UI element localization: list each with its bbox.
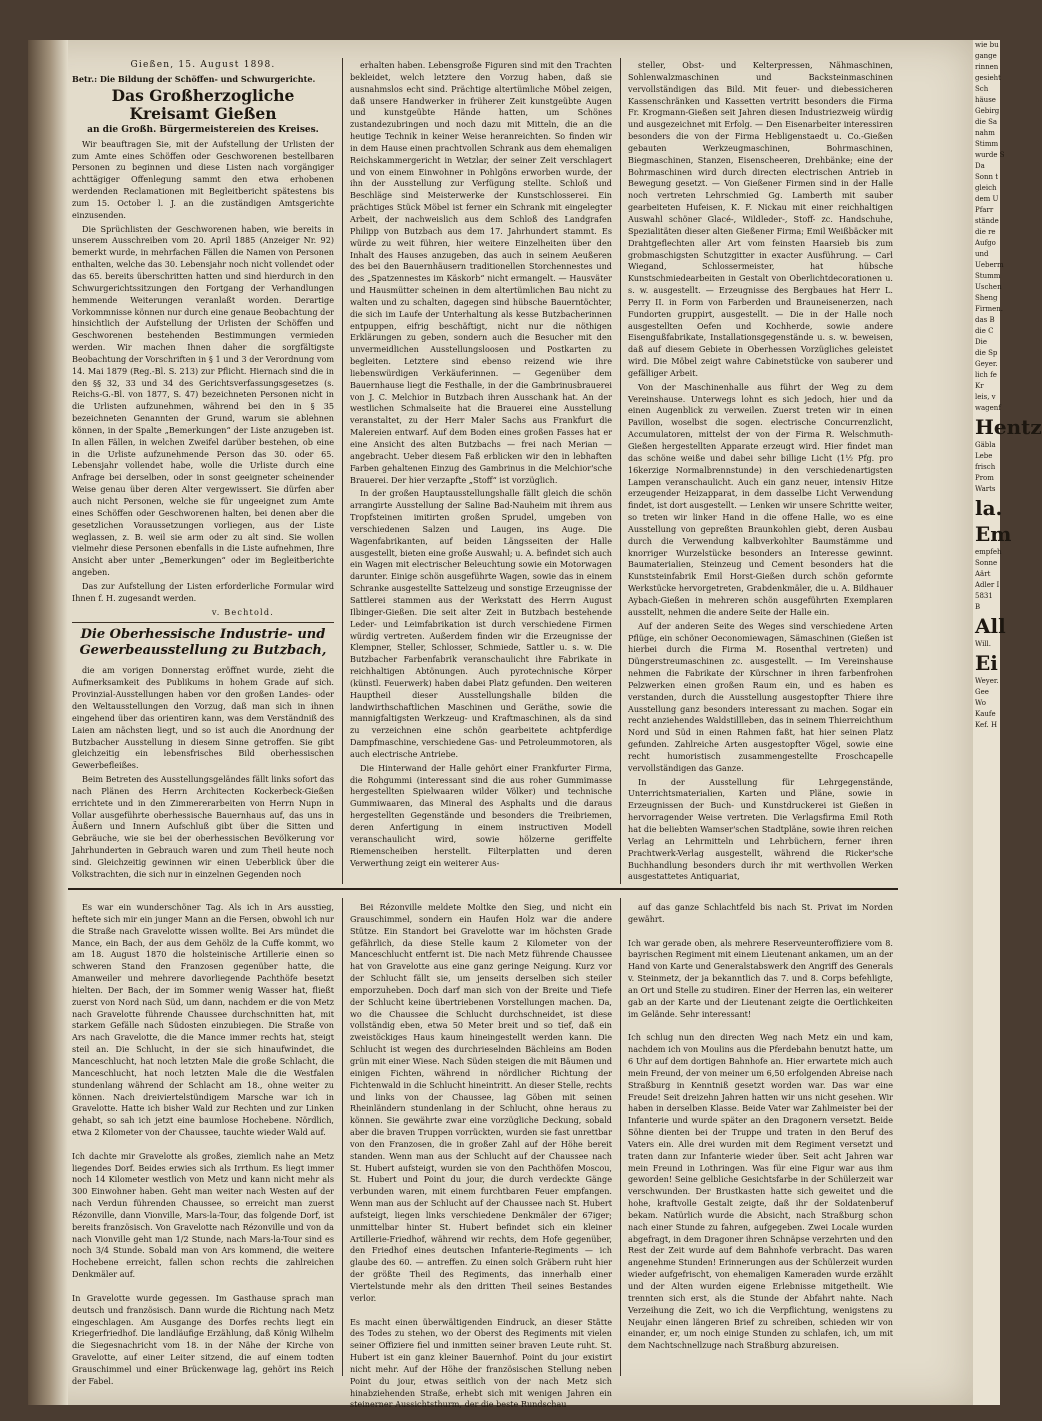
adjacent-page-fragment: Da xyxy=(975,162,985,170)
adjacent-page-fragment: Adler I xyxy=(975,581,1000,589)
adjacent-page-fragment: nahm xyxy=(975,129,995,137)
section-rule xyxy=(72,622,334,623)
adjacent-page-fragment: Sch xyxy=(975,85,989,93)
paragraph: erhalten haben. Lebensgroße Figuren sind mit den Trachten bekleidet, welch letztere den Vorzug haben, daß sie ausnahmslos echt sind. Prächtige altertümliche Möbel zeigen, daß unsere Handwerker in früherer Zeit kunstgeübte Augen und kunstgeübte Hände hatten, um Schönes zustandezubringen und noch dazu mit Mitteln, die an die heutige Technik in keiner Weise heranreichten. So finden wir in dem Hause einen prachtvollen Schrank aus dem ehemaligen Reichskammergericht in Wetzlar, der seiner Zeit verschlagert und von einem Einwohner in Pohlgöns erworben wurde, der ihn der Ausstellung zur Verfügung stellte. Schloß und Beschläge sind Meisterwerke der Kunstschlosserei. Ein prächtiges Stück Möbel ist ferner ein Schrank mit eingelegter Arbeit, der nachweislich aus dem Schloß des Landgrafen Philipp von Butzbach aus dem 17. Jahrhundert stammt. Es würde zu weit führen, hier weitere Einzelheiten über den Inhalt des Hauses anzugeben, das auch in seinem Aeußeren des bei den Bauernhäusern traditionellen Storchennestes und des „Spatzennestes im Käskorb“ nicht ermangelt. — Hausväter und Hausmütter scheinen in dem altertümlichen Bau nicht zu walten und zu schalten, dagegen sind hübsche Bauerntöchter, die sich im Laufe der Unterhaltung als kesse Butzbacherinnen entpuppen, eifrig beschäftigt, nicht nur die nöthigen Erklärungen zu geben, sondern auch die Besucher mit den unvermeidlichen Ausstellungsloosen und Postkarten zu begleiten. Letztere sind ebenso reizend wie ihre liebenswürdigen Verkäuferinnen. — Gegenüber dem Bauernhause liegt die Festhalle, in der die Gambrinusbrauerei von J. C. Melchior in Butzbach ihren Ausschank hat. An der westlichen Schmalseite hat die Brauerei eine Ausstellung veranstaltet, zu der Herr Maler Sachs aus Frankfurt die Malereien entwarf. Auf dem Boden eines großen Fasses hat er eine Ansicht des alten Butzbachs — frei nach Merian — angebracht. Ueber diesem Faß erblicken wir den in lebhaften Farben gehaltenen Einzug des Gambrinus in die Melchior'sche Brauerei. Der hier verzapfte „Stoff“ ist vorzüglich. xyxy=(350,60,612,485)
middle-column xyxy=(350,60,612,880)
article-title: Die Oberhessische Industrie- und Gewerbeausstellung zu Butzbach, xyxy=(79,627,327,659)
adjacent-page-fragment: rinnen xyxy=(975,63,999,71)
column-rule xyxy=(342,898,343,1376)
feuilleton-column-1 xyxy=(72,902,334,1386)
paragraph: Von der Maschinenhalle aus führt der Weg zu dem Vereinshause. Unterwegs lohnt es sich jedoch, hier und da einen Augenblick zu verweilen. Zuerst treten wir in einen Pavillon, woselbst die sogen. electrische Concurrenzlicht, Accumulatoren, mittelst der von der Firma R. Welschmuth-Gießen hergestellten Apparate erzeugt wird. Hier findet man das schöne weiße und dabei sehr billige Licht (1½ Pfg. pro 16kerzige Normalbrennstunde) in den verschiedenartigsten Lampen veranschaulicht. Auch ein ganz neuer, intensiv Hitze erzeugender Heizapparat, in dem dasselbe Licht Verwendung findet, ist dort ausgestellt. — Lenken wir unsere Schritte weiter, so treten wir linker Hand in die offene Halle, wo es eine Ausstellung von gepreßten Braunkohlen giebt, deren Ausbau durch die Verwendung kalbverkohlter Baumstämme und knorriger Wurzelstücke besonders an Interesse gewinnt. Baumaterialien, Steinzeug und Cement besonders hat die Kunststeinfabrik Emil Horst-Gießen durch schön geformte Werkstücke hervorgetreten, Grabdenkmäler, die u. A. Bildhauer Aybach-Gießen in mehreren schön ausgeführten Exemplaren ausstellt, nehmen die andere Seite der Halle ein. xyxy=(628,381,893,617)
adjacent-page-fragment: Kr xyxy=(975,382,984,390)
adjacent-page-fragment: lich fe xyxy=(975,371,997,379)
adjacent-page-fragment: und xyxy=(975,250,989,258)
adjacent-page-fragment: Sonne xyxy=(975,559,998,567)
adjacent-page-fragment: Sonn t xyxy=(975,173,999,181)
feuilleton-text: auf das ganze Schlachtfeld bis nach St. Privat im Norden gewährt. Ich war gerade oben, als mehrere Reserveunteroffiziere vom 8. bayrischen Regiment mit einem Lieutenant ankamen, um an der Hand von Karte und Generalstabswerk den Angriff des Generals v. Steinmetz, der ja bekanntlich das 7. und 8. Corps befehligte, an Ort und Stelle zu studiren. Einer der Herren las, ein weiterer gab an der Karte und der Lieutenant zeigte die Oertlichkeiten im Gelände. Sehr interessant! Ich schlug nun den directen Weg nach Metz ein und kam, nachdem ich von Moulins aus die Pferdebahn benutzt hatte, um 6 Uhr auf dem dortigen Bahnhofe an. Hier erwartete mich auch mein Freund, der von meiner um 6,50 erfolgenden Abreise nach Straßburg in Kenntniß gesetzt worden war. Das war eine Freude! Seit dreizehn Jahren hatten wir uns nicht gesehen. Wir haben in derselben Klasse. Beide Vater war Zahlmeister bei der Infanterie und wurde später an den Dragonern versetzt. Beide Söhne dienten bei der Truppe und traten in den Beruf des Vaters ein. Alle drei wurden mit dem Regiment versetzt und traten dann zur Infanterie wieder über. Seit acht Jahren war mein Freund in Lothringen. Was für eine Figur war aus ihm geworden! Seine gelbliche Gesichtsfarbe in der Schülerzeit war verschwunden. Der Brustkasten hatte sich geweitet und die hohe, kraftvolle Gestalt zeigte, daß ihr der Soldatenberuf bekam. Natürlich wurde die Absicht, nach Straßburg schon nach einer Stunde zu fahren, aufgegeben. Zwei Locale wurden abgefragt, in dem Dragoner ihren Schnäpse verzehrten und den Rest der Zeit wurde auf dem Bahnhofe verbracht. Das waren angenehme Stunden! Erinnerungen aus der Schülerzeit wurden wieder aufgefrischt, von ehemaligen Kameraden wurde erzählt und der Alten wurden eigene Erlebnisse mitgetheilt. Wie trennten sich erst, als die Stunde der Abfahrt nahte. Nach Verzeihung die Zeit, wo ich die Verpflichtung, wenigstens zu Neujahr einen längeren Brief zu schreiben, schieden wir von einander, er, um noch einige Stunden zu schlafen, ich, um mit dem Nachtschnellzuge nach Straßburg abzureisen. xyxy=(628,902,893,1351)
adjacent-page-fragment: die C xyxy=(975,327,994,335)
adjacent-page-fragment: wagenf xyxy=(975,404,1001,412)
adjacent-page-fragment: die Sa xyxy=(975,118,998,126)
adjacent-page-fragment: Aufgo xyxy=(975,239,996,247)
adjacent-page-fragment: Gäbla xyxy=(975,441,996,449)
adjacent-page-fragment: wie bu xyxy=(975,41,999,49)
adjacent-page-fragment: Uschen xyxy=(975,283,1002,291)
paragraph: Wir beauftragen Sie, mit der Aufstellung der Urlisten der zum Amte eines Schöffen oder Geschworenen bestellbaren Personen zu beginnen und diese Listen nach vorgängiger achttägiger Offenlegung sammt den etwa erhobenen werdenden Reclamationen mit Begleitbericht spätestens bis zum 15. October l. J. an die zuständigen Amtsgerichte einzusenden. xyxy=(72,138,334,220)
adjacent-page-fragment: Stumm xyxy=(975,272,1001,280)
right-column xyxy=(628,60,893,880)
adjacent-page-fragment: Aärt xyxy=(975,570,991,578)
adjacent-page-fragment: häuse xyxy=(975,96,996,104)
adjacent-page-fragment: Will. xyxy=(975,640,992,648)
adjacent-page-fragment: gleich xyxy=(975,184,997,192)
adjacent-page-fragment: Gee xyxy=(975,688,989,696)
adjacent-page-fragment: Firmen. xyxy=(975,305,1003,313)
adjacent-page-fragment: B xyxy=(975,603,981,611)
paragraph: die am vorigen Donnerstag eröffnet wurde, zieht die Aufmerksamkeit des Publikums in hohem Grade auf sich. Provinzial-Ausstellungen haben vor den großen Landes- oder den Weltausstellungen den Vorzug, daß man sich in ihnen eingehend über das orientiren kann, was dem Verständniß des Laien am nächsten liegt, und so ist auch die Anordnung der Butzbacher Ausstellung in diesem Sinne getroffen. Sie gibt gleichzeitig ein lebensfrisches Bild oberhessischen Gewerbefleißes. xyxy=(72,665,334,771)
adjacent-page-fragment: leis, v xyxy=(975,393,996,401)
feuilleton-column-3 xyxy=(628,902,893,1372)
paragraph: In der großen Hauptausstellungshalle fällt gleich die schön arrangirte Ausstellung der Saline Bad-Nauheim mit ihrem aus Tropfsteinen imitirten großen Sprudel, umgeben von verschiedenen Salzen und Laugen, ins Auge. Die Wagenfabrikanten, auf beiden Längsseiten der Halle ausgestellt, bieten eine große Auswahl; u. A. befindet sich auch ein Wagen mit electrischer Beleuchtung sowie ein Motorwagen darunter. Einige schön ausgeführte Wagen, sowie das in einem Schranke ausgestellte Sattelzeug und sonstige Erzeugnisse der Sattlerei stammen aus der Werkstatt des Herrn August Ilbinger-Gießen. Die seit alter Zeit in Butzbach bestehende Leder- und Leimfabrikation ist durch verschiedene Firmen würdig vertreten. Außerdem finden wir die Erzeugnisse der Klempner, Steller, Schlosser, Schmiede, Sattler u. s. w. Die Butzbacher Farbenfabrik veranschaulicht ihre Fabrikate in reichhaltigen Abtönungen. Auch pyrotechnische Körper (künstl. Feuerwerk) haben dabei Platz gefunden. Den weiteren Hauptheil dieser Ausstellungshalle bilden die landwirthschaftlichen Maschinen und Geräthe, sowie die mannigfaltigsten Werkzeug- und Kraftmaschinen, als da sind zu verzeichnen eine schön gearbeitete achtpferdige Dampfmaschine, verschiedene Gas- und Petroleummotoren, als auch electrische Antriebe. xyxy=(350,488,612,759)
adjacent-page-fragment: Hentz xyxy=(975,415,1042,439)
notice-subheadline: an die Großh. Bürgermeistereien des Kreises. xyxy=(87,124,319,135)
column-rule xyxy=(342,58,343,884)
adjacent-page-fragment: Ei xyxy=(975,651,998,675)
paragraph: Beim Betreten des Ausstellungsgeländes fällt links sofort das nach Plänen des Herrn Architecten Kockerbeck-Gießen errichtete und in den Zimmererarbeiten von Herrn Nupn in Vollar ausgeführte oberhessische Bauernhaus auf, das uns in Äußern und Innern Aufschluß gibt über die Sitten und Gebräuche, wie sie bei der oberhessischen Bevölkerung vor Jahrhunderten in Gebrauch waren und zum Theil heute noch sind. Gleichzeitig gewinnen wir einen Ueberblick über die Volkstrachten, die sich nur in einzelnen Gegenden noch xyxy=(72,774,334,879)
adjacent-page-fragment: la. xyxy=(975,496,1003,520)
subject-line: Betr.: Die Bildung der Schöffen- und Schwurgerichte. xyxy=(72,73,316,84)
adjacent-page-fragment: Gebirg xyxy=(975,107,1000,115)
adjacent-page-fragment: Lebe xyxy=(975,452,993,460)
feuilleton-divider xyxy=(68,888,898,890)
adjacent-page-fragment: Kef. H xyxy=(975,721,998,729)
adjacent-page-fragment: Sheng xyxy=(975,294,998,302)
adjacent-page-fragment: gange xyxy=(975,52,997,60)
paragraph: steller, Obst- und Kelterpressen, Nähmaschinen, Sohlenwalzmaschinen und Backsteinmaschinen vervollständigen das Bild. Mit feuer- und diebessicheren Kassenschränken und Kassetten vertritt besonders die Firma Fr. Krogmann-Gießen seit Jahren diesen Industriezweig würdig und ausgezeichnet mit Erfolg. — Den Eisenarbeiter interessiren besonders die von der Firma Hebligenstaedt u. Co.-Gießen gebauten Werkzeugmaschinen, Bohrmaschinen, Biegmaschinen, Stanzen, Eisenscheeren, Drehbänke; eine der Bohrmaschinen wird durch directen electrischen Antrieb in Bewegung gesetzt. — Von Gießener Firmen sind in der Halle noch vertreten Lehrschmied Gg. Lamberth mit sauber gearbeiteten Hufeisen, K. F. Nickau mit einer reichhaltigen Auswahl schöner Glacé-, Wildleder-, Stoff- zc. Handschuhe, Spezialitäten dieser alten Gießener Firma; Emil Weißbäcker mit Drahtgeflechten aller Art vom feinsten Haarsieb bis zum grobmaschigsten Schutzgitter in exacter Ausführung. — Carl Wiegand, Schlossermeister, hat hübsche Kunstschmiedearbeiten in Gestalt von Oberlichtdecorationen u. s. w. ausgestellt. — Erzeugnisse des Bergbaues hat Herr L. Perry II. in Form von Farberden und Brauneisenerzen, nach Fundorten gruppirt, ausgestellt. — Die in der Halle noch ausgestellten Oefen und Kochherde, sowie andere Eisengußfabrikate, Installationsgegenstände u. s. w. beweisen, daß auf diesem Gebiete in Oberhessen Vorzügliches geleistet wird. Die Möbel zeigt wahre Cabinetstücke von sauberer und gefälliger Arbeit. xyxy=(628,60,893,378)
notice-headline: Das Großherzogliche Kreisamt Gießen xyxy=(111,85,295,123)
adjacent-page-fragment: Em xyxy=(975,522,1012,546)
adjacent-page-fragment: die Sp xyxy=(975,349,998,357)
paragraph: Auf der anderen Seite des Weges sind verschiedene Arten Pflüge, ein schöner Oeconomiewagen, Sämaschinen (Gießen ist hierbei durch die Firma M. Rosenthal vertreten) und Düngerstreumaschinen zc. ausgestellt. — Im Vereinshause nehmen die Fabrikate der Kürschner in ihren farbenfrohen Pelzwerken einen großen Raum ein, und es haben es verstanden, durch die Ausstellung ausgestopfter Thiere ihre Ausstellung ganz besonders interessant zu machen. Sogar ein recht anziehendes Waldstillleben, das in seinem Thierreichthum Nord und Süd in einen Rahmen faßt, hat hier seinen Platz gefunden. Zahlreiche Arten ausgestopfter Vögel, sowie eine recht humoristisch zusammengestellte Froschcapelle vervollständigen das Ganze. xyxy=(628,620,893,773)
paragraph: In der Ausstellung für Lehrgegenstände, Unterrichtsmaterialien, Karten und Pläne, sowie in Erzeugnissen der Buch- und Kunstdruckerei ist Gießen in hervorragender Weise vertreten. Die Verlagsfirma Emil Roth hat die beliebten Wamser'schen Stadtpläne, sowie ihren reichen Verlag an Lehrmitteln und Lehrbüchern, ferner ihren Prachtwerk-Verlag ausgestellt, während die Ricker'sche Buchhandlung besonders durch ihr mit werthvollen Werken ausgestattetes Antiquariat, xyxy=(628,776,893,882)
feuilleton-column-2 xyxy=(350,902,612,1410)
adjacent-page-fragment: das B xyxy=(975,316,995,324)
adjacent-page-fragment: Geyer. xyxy=(975,360,998,368)
column-rule xyxy=(620,898,621,1376)
paragraph: Das zur Aufstellung der Listen erforderliche Formular wird Ihnen f. H. zugesandt werden. xyxy=(72,580,334,603)
dateline: Gießen, 15. August 1898. xyxy=(130,60,276,70)
adjacent-page-fragment: Weyer. xyxy=(975,677,999,685)
adjacent-page-fragment: Pfarr xyxy=(975,206,994,214)
binding-shadow xyxy=(28,40,68,1405)
adjacent-page-fragment: dem U xyxy=(975,195,999,203)
adjacent-page-fragment: Wo xyxy=(975,699,986,707)
adjacent-page-fragment: wurde S xyxy=(975,151,1005,159)
adjacent-page-fragment: Warts xyxy=(975,485,996,493)
adjacent-page-fragment: gesieht xyxy=(975,74,1001,82)
paragraph: Die Hinterwand der Halle gehört einer Frankfurter Firma, die Rohgummi (interessant sind die aus roher Gummimasse hergestellten Spielwaaren wilder Völker) und technische Gummiwaaren, das Mineral des Asphalts und die daraus hergestellten Gegenstände und besonders die Treibriemen, deren Anfertigung in einem instructiven Modell veranschaulicht wird, sowie hölzerne geriffelte Riemenscheiben herstellt. Filterplatten und deren Verwerthung zeigt ein weiterer Aus- xyxy=(350,762,612,868)
left-column xyxy=(72,60,334,880)
adjacent-page-fragment: Die xyxy=(975,338,987,346)
adjacent-page-fragment: empfeh xyxy=(975,548,1002,556)
adjacent-page-fragment: Stimm xyxy=(975,140,999,148)
adjacent-page-fragment: Ueberm xyxy=(975,261,1004,269)
adjacent-page-fragment: All xyxy=(975,614,1006,638)
adjacent-page-fragment: stände xyxy=(975,217,999,225)
paragraph: Die Sprüchlisten der Geschworenen haben, wie bereits in unserem Ausschreiben vom 20. April 1885 (Anzeiger Nr. 92) bemerkt wurde, in mehrfachen Fällen die Namen von Personen enthalten, welche das 30. Lebensjahr noch nicht vollendet oder das 65. bereits überschritten hatten und sind hierdurch in den Schwurgerichtssitzungen den Fortgang der Verhandlungen hemmende Weiterungen veranlaßt worden. Derartige Vorkommnisse können nur durch eine genaue Beobachtung der hinsichtlich der Aufstellung der Urlisten der Schöffen und Geschworenen bestehenden Bestimmungen vermieden werden. Wir machen Ihnen daher die sorgfältigste Beobachtung der Vorschriften in § 1 und 3 der Verordnung vom 14. Mai 1879 (Reg.-Bl. S. 213) zur Pflicht. Hiernach sind die in den §§ 32, 33 und 34 des Gerichtsverfassungsgesetzes (s. Reichs-G.-Bl. von 1877, S. 47) bezeichneten Personen nicht in die Urlisten aufzunehmen, während bei den in § 35 bezeichneten Genannten der Grund, warum sie ablehnen können, in der Spalte „Bemerkungen“ der Liste anzugeben ist. In allen Fällen, in welchen Zweifel darüber bestehen, ob eine in die Urliste aufzunehmende Person das 30. oder 65. Lebensjahr vollendet habe, wolle die Urliste durch eine Anfrage bei derselben, oder in sonst geeigneter scheinender Weise genau über deren Alter vergewissert. Sie dürfen aber auch nicht Personen, welche sie für ungeeignet zum Amte eines Schöffen oder Geschworenen halten, bei denen aber die gesetzlichen Voraussetzungen vorliegen, aus der Liste weglassen, z. B. weil sie arm oder zu alt sind. Sie wollen vielmehr diese Personen ebenfalls in die Liste aufnehmen, Ihre Ansicht aber unter „Bemerkungen“ oder im Begleitberichte angeben. xyxy=(72,223,334,578)
column-rule xyxy=(620,58,621,884)
feuilleton-text: Es war ein wunderschöner Tag. Als ich in Ars ausstieg, heftete sich mir ein junger Mann an die Fersen, obwohl ich nur die Straße nach Gravelotte wissen wollte. Bei Ars mündet die Mance, ein Bach, der aus dem Gehölz de la Cuffe kommt, wo am 18. August 1870 die holsteinische Artillerie einen so schweren Stand den Franzosen gegenüber hatte, die Amanweiler und mehrere davorliegende Pachthöfe besetzt hielten. Der Bach, der im Sommer wenig Wasser hat, fließt zuerst von Nord nach Süd, um dann, nachdem er die von Metz nach Gravelotte führende Chaussee durchschnitten hat, mit starkem Gefälle nach Südosten einzubiegen. Die Straße von Ars nach Gravelotte, die die Mance immer rechts hat, steigt steil an. Die Schlucht, in der sie sich hinaufwindet, die Manceschlucht, hat noch letzten Male die große Schlacht, die Manceschlucht, hat noch letzten Male die die Westfalen stundenlang während der Schlacht am 18., ohne weiter zu können. Nach dreiviertelstündigem Marsche war ich in Gravelotte. Hatte ich bisher Wald zur Rechten und zur Linken gehabt, so sah ich jetzt eine baumlose Hochebene. Nördlich, etwa 2 Kilometer von der Chaussee, tauchte wieder Wald auf. Ich dachte mir Gravelotte als großes, ziemlich nahe an Metz liegendes Dorf. Beides erwies sich als Irrthum. Es liegt immer noch 14 Kilometer westlich von Metz und kann nicht mehr als 300 Einwohner haben. Geht man weiter nach Westen auf der nach Verdun führenden Chaussee, so erreicht man zuerst Rézonville, dann Vionville, Mars-la-Tour, das folgende Dorf, ist bereits französisch. Von Gravelotte nach Rézonville und von da nach Vionville geht man 1/2 Stunde, nach Mars-la-Tour sind es noch 3/4 Stunde. Sobald man von Ars kommend, die weitere Hochebene erreicht, fallen schon rechts die zahlreichen Denkmäler auf. In Gravelotte wurde gegessen. Im Gasthause sprach man deutsch und französisch. Dann wurde die Richtung nach Metz eingeschlagen. Am Ausgange des Dorfes rechts liegt ein Kriegerfriedhof. Die landläufige Erzählung, daß König Wilhelm die Siegesnachricht vom 18. in der Nähe der Kirche von Gravelotte, auf einer Leiter sitzend, die auf einem todten Grauschimmel und einer Brückenwage lag, gehört ins Reich der Fabel. xyxy=(72,902,334,1386)
adjacent-page-fragment: Prom xyxy=(975,474,994,482)
adjacent-page-strip xyxy=(973,40,1042,1405)
adjacent-page-fragment: die re xyxy=(975,228,996,236)
adjacent-page-fragment: Kaufe xyxy=(975,710,996,718)
signature: v. Bechtold. xyxy=(211,606,274,617)
adjacent-page-fragment: frisch xyxy=(975,463,996,471)
feuilleton-text: Bei Rézonville meldete Moltke den Sieg, und nicht ein Grauschimmel, sondern ein Haufen Holz war die andere Stütze. Ein Standort bei Gravelotte war im höchsten Grade gefährlich, da diese Stelle kaum 2 Kilometer von der Manceschlucht entfernt ist. Die nach Metz führende Chaussee hat von Gravelotte aus eine ganz geringe Neigung. Kurz vor der Schlucht fällt sie, um jenseits derselben sich steiler emporzuheben. Doch darf man sich von der Breite und Tiefe der Schlucht keine übertriebenen Vorstellungen machen. Da, wo die Chaussee die Schlucht durchschneidet, ist diese vollständig eben, etwa 50 Meter breit und so tief, daß ein zweistöckiges Haus kaum hineingestellt werden kann. Die Schlucht ist wegen des durchrieselnden Bächleins am Boden grün mit einer Wiese. Nach Süden steigen die mit Bäumen und einigen Fichten, während in nördlicher Richtung der Fichtenwald in die Schlucht hineintritt. An dieser Stelle, rechts und links von der Chaussee, lag Göben mit seinen Rheinländern stundenlang in der Schlucht, ohne heraus zu können. Sie gewährte zwar eine vorzügliche Deckung, sobald aber die braven Truppen vorrückten, wurden sie fast unrettbar von den Franzosen, die in großer Zahl auf der Höhe bereit standen. Wenn man aus der Schlucht auf der Chaussee nach St. Hubert aufsteigt, wurden sie von den Pachthöfen Moscou, St. Hubert und Point du jour, die durch verdeckte Gänge verbunden waren, mit einem furchtbaren Feuer empfangen. Wenn man aus der Schlucht auf der Chaussee nach St. Hubert aufsteigt, liegen links verschiedene Denkmäler der 67iger; unmittelbar hinter St. Hubert befindet sich ein kleiner Artillerie-Friedhof, während wir rechts, dem Hofe gegenüber, den Friedhof eines deutschen Infanterie-Regiments — ich glaube des 60. — antreffen. Zu einen solch Gräbern ruht hier der größte Theil des Regiments, das innerhalb einer Viertelstunde mehr als den dritten Theil seines Bestandes verlor. Es macht einen überwältigenden Eindruck, an dieser Stätte des Todes zu stehen, wo der Oberst des Regiments mit vielen seiner Offiziere fiel und inmitten seiner braven Leute ruht. St. Hubert ist ein ganz kleiner Bauernhof. Point du jour existirt nicht mehr. Auf der Höhe der französischen Stellung neben Point du jour, etwas seitlich von der nach Metz sich hinabziehenden Straße, erhebt sich mit wenigen Jahren ein steinerner Aussichtsthurm, der die beste Rundschau xyxy=(350,902,612,1410)
adjacent-page-fragment: 5831 xyxy=(975,592,993,600)
